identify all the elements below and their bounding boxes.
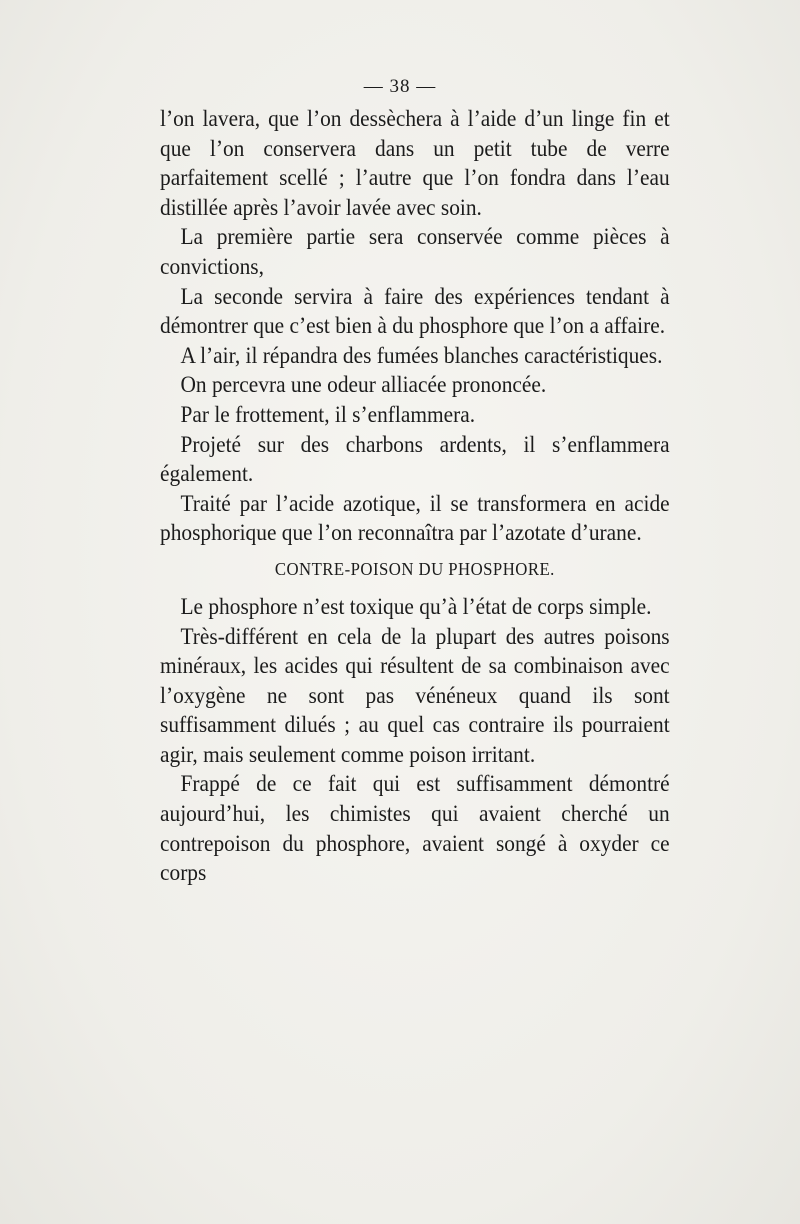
paragraph-6: Par le frottement, il s’enflammera. — [180, 401, 476, 427]
section-heading: CONTRE-POISON DU PHOSPHORE. — [274, 558, 555, 579]
body-text — [160, 104, 670, 888]
paragraph-5: On percevra une odeur alliacée prononcée. — [180, 372, 547, 398]
paragraph-8: Traité par l’acide azotique, il se transformera en acide phosphorique que l’on reconnaîtra par l’azotate d’urane. — [160, 490, 670, 546]
page-number: — 38 — — [363, 76, 437, 97]
paragraph-2: La première partie sera conservée comme pièces à convictions, — [160, 224, 670, 279]
paragraph-4: A l’air, il répandra des fumées blanches caractéristiques. — [180, 342, 663, 368]
paragraph-7: Projeté sur des charbons ardents, il s’enflammera également. — [160, 431, 670, 487]
paragraph-3: La seconde servira à faire des expériences tendant à démontrer que c’est bien à du phosphore que l’on a affaire. — [160, 283, 670, 339]
paragraph-9: Le phosphore n’est toxique qu’à l’état de corps simple. — [180, 593, 652, 619]
paragraph-1: l’on lavera, que l’on dessèchera à l’aide d’un linge fin et que l’on conservera dans un petit tube de verre parfaitement scellé ; l’autre que l’on fondra dans l’eau distillée après l’avoir lavée avec soin. — [160, 106, 670, 220]
paragraph-11: Frappé de ce fait qui est suffisamment démontré aujourd’hui, les chimistes qui avaient cherché un contrepoison du phosphore, avaient songé à oxyder ce corps — [160, 771, 670, 886]
paragraph-10: Très-différent en cela de la plupart des autres poisons minéraux, les acides qui résultent de sa combinaison avec l’oxygène ne sont pas vénéneux quand ils sont suffisamment dilués ; au quel cas contraire ils pourraient agir, mais seulement comme poison irritant. — [160, 623, 670, 767]
